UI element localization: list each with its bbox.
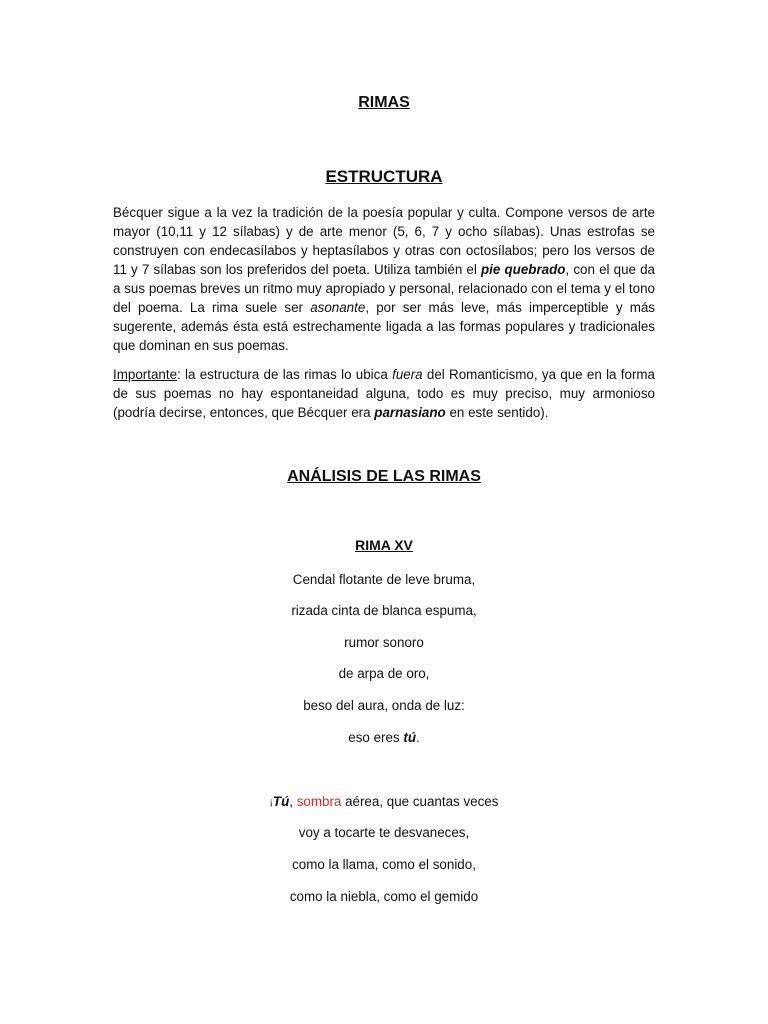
verse-text: eso eres (348, 730, 404, 745)
exclamation-mark: ¡ (269, 797, 273, 808)
paragraph-text: : la estructura de las rimas lo ubica (177, 367, 393, 382)
paragraph-text: del Romanticismo, ya que en la forma de sus poemas no hay espontaneidad alguna, todo es muy preciso, muy armonioso (podría decirse, entonces, que Bécquer era (113, 367, 656, 420)
label-importante: Importante (113, 367, 178, 382)
highlight-sombra: sombra (296, 794, 342, 809)
paragraph-estructura (113, 203, 655, 355)
verse-text: , (289, 794, 297, 809)
paragraph-text: , con el que da a sus poemas breves un ritmo muy apropiado y personal, relacionado con el tema y el tono del poema. La rima suele ser (113, 262, 655, 315)
verse-text: aérea, que cuantas veces (341, 794, 499, 809)
verse-line: Cendal flotante de leve bruma, (292, 572, 476, 587)
emphasis-asonante: asonante (310, 300, 366, 315)
paragraph-text: en este sentido). (445, 405, 549, 420)
verse-line: de arpa de oro, (338, 666, 430, 681)
paragraph-importante (113, 365, 655, 422)
emphasis-tu: tú (403, 730, 416, 745)
verse-line: como la niebla, como el gemido (289, 889, 479, 904)
emphasis-tu: Tú (272, 794, 290, 809)
verse-line: como la llama, como el sonido, (292, 857, 476, 872)
section-heading-analisis: ANÁLISIS DE LAS RIMAS (287, 468, 481, 485)
paragraph-text: , por ser más leve, más imperceptible y más sugerente, además ésta está estrechamente ligada a las formas populares y tradicionales que dominan en sus poemas. (113, 300, 655, 353)
document-title: RIMAS (358, 94, 410, 111)
verse-line: beso del aura, onda de luz: (303, 698, 465, 713)
poem-heading: RIMA XV (355, 537, 413, 553)
verse-line (0, 729, 768, 747)
verse-line (0, 793, 768, 812)
verse-line: rizada cinta de blanca espuma, (291, 603, 477, 618)
section-heading-estructura: ESTRUCTURA (325, 167, 443, 186)
paragraph-text: Bécquer sigue a la vez la tradición de la poesía popular y culta. Compone versos de arte mayor (10,11 y 12 sílabas) y de arte menor (5, 6, 7 y ocho sílabas). Unas estrofas se construyen con endecasílabos y heptasílabos y otras con octosílabos; pero los versos de 11 y 7 sílabas son los preferidos del poeta. Utiliza también el (113, 205, 655, 277)
verse-line: voy a tocarte te desvaneces, (298, 825, 470, 840)
emphasis-pie-quebrado: pie quebrado (480, 262, 566, 277)
verse-line: rumor sonoro (344, 635, 424, 650)
emphasis-fuera: fuera (392, 367, 423, 382)
verse-text: . (416, 730, 420, 745)
emphasis-parnasiano: parnasiano (374, 405, 446, 420)
